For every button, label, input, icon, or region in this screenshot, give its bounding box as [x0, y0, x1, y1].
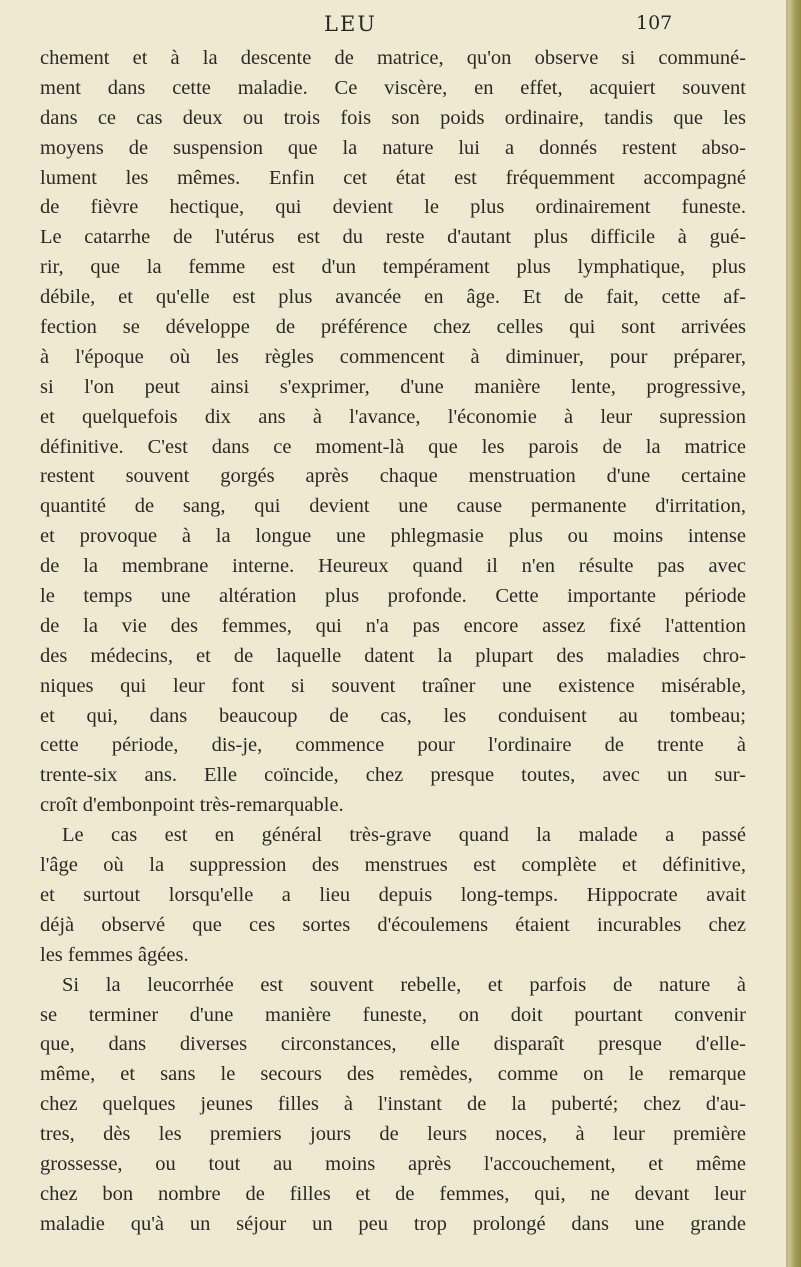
text-line: quantité de sang, qui devient une cause permanente d'irritation,	[40, 495, 746, 518]
text-line: et surtout lorsqu'elle a lieu depuis long-temps. Hippocrate avait	[40, 883, 746, 906]
text-line: dans ce cas deux ou trois fois son poids ordinaire, tandis que les	[40, 106, 746, 129]
text-line: lument les mêmes. Enfin cet état est fréquemment accompagné	[40, 166, 746, 189]
paragraph-first-line: Si la leucorrhée est souvent rebelle, et parfois de nature à	[62, 973, 746, 996]
text-line: de fièvre hectique, qui devient le plus ordinairement funeste.	[40, 196, 746, 219]
text-line: niques qui leur font si souvent traîner une existence misérable,	[40, 674, 746, 697]
text-line: des médecins, et de laquelle datent la plupart des maladies chro-	[40, 644, 746, 667]
text-line: chez bon nombre de filles et de femmes, qui, ne devant leur	[40, 1182, 746, 1205]
paragraph-first-line: Le cas est en général très-grave quand la malade a passé	[62, 824, 746, 847]
running-head: LEU	[324, 12, 377, 36]
text-line: que, dans diverses circonstances, elle disparaît presque d'elle-	[40, 1033, 746, 1056]
text-line: et provoque à la longue une phlegmasie plus ou moins intense	[40, 525, 746, 548]
body-text	[40, 44, 746, 1240]
text-line: et qui, dans beaucoup de cas, les conduisent au tombeau;	[40, 704, 746, 727]
text-line: à l'époque où les règles commencent à diminuer, pour préparer,	[40, 345, 746, 368]
text-line: rir, que la femme est d'un tempérament plus lymphatique, plus	[40, 256, 746, 279]
text-line: de la membrane interne. Heureux quand il n'en résulte pas avec	[40, 555, 746, 578]
page-number: 107	[636, 12, 673, 34]
text-line: grossesse, ou tout au moins après l'accouchement, et même	[40, 1152, 746, 1175]
text-line: cette période, dis-je, commence pour l'ordinaire de trente à	[40, 734, 746, 757]
text-line: chez quelques jeunes filles à l'instant de la puberté; chez d'au-	[40, 1093, 746, 1116]
text-line: définitive. C'est dans ce moment-là que les parois de la matrice	[40, 435, 746, 458]
text-line: le temps une altération plus profonde. Cette importante période	[40, 585, 746, 608]
text-line: moyens de suspension que la nature lui a donnés restent abso-	[40, 136, 746, 159]
text-line: ment dans cette maladie. Ce viscère, en effet, acquiert souvent	[40, 76, 746, 99]
text-line: chement et à la descente de matrice, qu'on observe si communé-	[40, 47, 746, 69]
text-line: maladie qu'à un séjour un peu trop prolongé dans une grande	[40, 1212, 746, 1235]
text-line: Le catarrhe de l'utérus est du reste d'autant plus difficile à gué-	[40, 226, 746, 249]
text-line: se terminer d'une manière funeste, on doit pourtant convenir	[40, 1003, 746, 1026]
paragraph-last-line: croît d'embonpoint très-remarquable.	[40, 794, 344, 817]
text-line: l'âge où la suppression des menstrues est complète et définitive,	[40, 854, 746, 877]
text-line: même, et sans le secours des remèdes, comme on le remarque	[40, 1063, 746, 1086]
text-line: tres, dès les premiers jours de leurs noces, à leur première	[40, 1123, 746, 1146]
text-line: fection se développe de préférence chez celles qui sont arrivées	[40, 316, 746, 339]
text-line: et quelquefois dix ans à l'avance, l'économie à leur supression	[40, 405, 746, 428]
text-line: de la vie des femmes, qui n'a pas encore assez fixé l'attention	[40, 614, 746, 637]
text-line: restent souvent gorgés après chaque menstruation d'une certaine	[40, 465, 746, 488]
text-line: déjà observé que ces sortes d'écoulemens étaient incurables chez	[40, 913, 746, 936]
paragraph-last-line: les femmes âgées.	[40, 943, 189, 966]
text-line: débile, et qu'elle est plus avancée en âge. Et de fait, cette af-	[40, 286, 746, 309]
text-line: si l'on peut ainsi s'exprimer, d'une manière lente, progressive,	[40, 375, 746, 398]
page-header	[0, 10, 786, 40]
book-edge	[786, 0, 801, 1267]
text-line: trente-six ans. Elle coïncide, chez presque toutes, avec un sur-	[40, 764, 746, 787]
